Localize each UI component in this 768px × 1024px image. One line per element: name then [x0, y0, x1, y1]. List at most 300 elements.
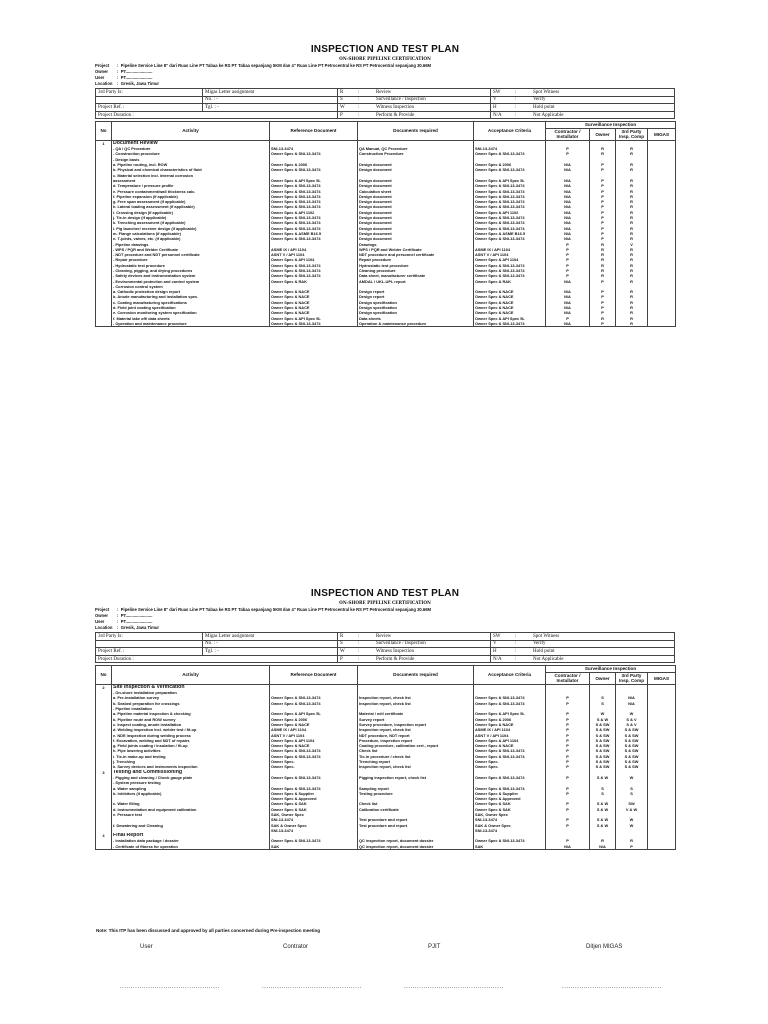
cell-doc: Test procedure and report — [358, 823, 474, 828]
cell-o: S — [590, 701, 616, 706]
cell-doc: Design document — [358, 199, 474, 204]
cell-ref: Owner Spec & SNI-13-3474 — [270, 167, 358, 172]
cell-c: N/A — [546, 220, 590, 225]
cell-act: h. Lateral loading assessment (if applicable) — [112, 204, 270, 209]
cell-t: V & W — [616, 807, 648, 812]
cell-ref: Owner Spec & NACE — [270, 722, 358, 727]
cell-o: S & SW — [590, 722, 616, 727]
sig-line-migas: .............................................. — [562, 984, 662, 990]
cell-ref: ASME IX / API 1104 — [270, 247, 358, 252]
cell-act: f. Material take off/ data sheets — [112, 316, 270, 321]
cell-acc: Owner Spec & SNI-13-3474 — [474, 775, 546, 780]
cell-acc: Owner Spec & NACE — [474, 310, 546, 315]
cell-ref: Owner Spec & SNI-13-3474 — [270, 236, 358, 241]
cell-ref: SAK, Owner Spec — [270, 812, 358, 817]
sig-label-user: User — [140, 944, 153, 950]
cell-t: R — [616, 236, 648, 241]
cell-doc: QC inspection report, document dossier — [358, 844, 474, 850]
cell-act: - On-shore installation preparation — [112, 690, 270, 695]
cell-act: l. Pig launcher/ receiver design (if applicable) — [112, 226, 270, 231]
cell-c: P — [546, 738, 590, 743]
cell-act: f. Pipeline expansion (if applicable) — [112, 194, 270, 199]
cell-doc: Cleaning procedure — [358, 268, 474, 273]
cell-doc: Data sheet, manufacturer certificate — [358, 273, 474, 278]
cell-acc: Owner Spec & API Spec 5L — [474, 711, 546, 716]
cell-doc: Testing procedure — [358, 791, 474, 796]
cell-t: S & SW — [616, 764, 648, 769]
cell-act: h. Pipe lowering activities — [112, 748, 270, 753]
cell-c: P — [546, 701, 590, 706]
table-row — [96, 326, 676, 327]
cell-c: N/A — [546, 183, 590, 188]
cell-ref: Owner Spec & Supplier — [270, 791, 358, 796]
cell-act: i. Crossing design (if applicable) — [112, 210, 270, 215]
cell-doc: Design document — [358, 162, 474, 167]
cell-t: R — [616, 146, 648, 151]
cell-act: g. Free span assessment (if applicable) — [112, 199, 270, 204]
cell-t: R — [616, 215, 648, 220]
cell-ref: Owner Spec & SNI-13-3474 — [270, 838, 358, 843]
cell-ref: Owner Spec & SNI-13-3474 — [270, 215, 358, 220]
cell-acc: Owner Spec & NACE — [474, 305, 546, 310]
cell-doc: Test procedure and report — [358, 817, 474, 822]
cell-acc: Owner Spec & ASME B16.5 — [474, 231, 546, 236]
cell-t: R — [616, 838, 648, 843]
cell-doc: Check list — [358, 801, 474, 806]
cell-doc: Sampling report — [358, 786, 474, 791]
cell-doc: Design document — [358, 210, 474, 215]
cell-ref: ASME IX / API 1104 — [270, 727, 358, 732]
cell-act: - QA / QC Procedure — [112, 146, 270, 151]
cell-doc: Repair procedure — [358, 257, 474, 262]
cell-acc: Owner Spec & NACE — [474, 294, 546, 299]
cell-o: S — [590, 791, 616, 796]
cell-c: P — [546, 257, 590, 262]
cell-t: R — [616, 273, 648, 278]
cell-ref: Owner Spec & SNI-13-3474 — [270, 194, 358, 199]
cell-no: 1 — [96, 140, 112, 146]
cell-t: S & SW — [616, 759, 648, 764]
cell-act: - Environmental protection and control system — [112, 279, 270, 284]
cell-t: W — [616, 817, 648, 822]
cell-ref: Owner Spec. — [270, 759, 358, 764]
cell-ref: ASNT V / API 1104 — [270, 733, 358, 738]
cell-doc: Drawings — [358, 242, 474, 247]
cell-doc: Design report — [358, 289, 474, 294]
cell-act: i. Tie-in make-up and testing — [112, 754, 270, 759]
cell-ref: Owner Spec & NACE — [270, 305, 358, 310]
cell-o: S & SW — [590, 748, 616, 753]
cell-o: P — [590, 300, 616, 305]
cell-t: R — [616, 231, 648, 236]
cell-c: P — [546, 727, 590, 732]
cell-doc: Survey procedure, inspection report — [358, 722, 474, 727]
cell-o: P — [590, 167, 616, 172]
cell-act: d. Field joint coating specification — [112, 305, 270, 310]
cell-c: N/A — [546, 215, 590, 220]
cell-ref: Owner Spec & SNI-13-3474 — [270, 701, 358, 706]
cell-c: P — [546, 711, 590, 716]
cell-ref: Owner Spec & NACE — [270, 294, 358, 299]
cell-o: P — [590, 310, 616, 315]
cell-doc: Design specification — [358, 305, 474, 310]
cell-t: R — [616, 305, 648, 310]
cell-o: S & W — [590, 807, 616, 812]
cell-doc: Operation & maintenance procedure — [358, 321, 474, 326]
cell-ref: Owner Spec & Approved — [270, 796, 358, 801]
cell-ref: Owner Spec & SNI-13-3474 — [270, 183, 358, 188]
cell-act: k. Survey devices and instruments inspection — [112, 764, 270, 769]
cell-no — [96, 326, 112, 327]
cell-o: P — [590, 321, 616, 326]
cell-o: S — [590, 786, 616, 791]
cell-o: P — [590, 236, 616, 241]
cell-t: S & V — [616, 722, 648, 727]
cell-m — [648, 844, 676, 850]
cell-act: c. Coating manufacturing specifications — [112, 300, 270, 305]
cell-c: N/A — [546, 194, 590, 199]
sig-label-contractor: Contrator — [283, 944, 309, 950]
cell-acc: Owner Spec & API 1104 — [474, 738, 546, 743]
cell-acc: SAK — [474, 844, 546, 850]
cell-acc: Owner Spec. — [474, 764, 546, 769]
cell-act: d. Instrumentation and equipment calibration — [112, 807, 270, 812]
cell-o: P — [590, 279, 616, 284]
cell-o: S & SW — [590, 743, 616, 748]
cell-act: c. Inspect coating, anode installation — [112, 722, 270, 727]
cell-acc — [474, 326, 546, 327]
cell-doc: Design document — [358, 226, 474, 231]
cell-act: j. Tie-in design (if applicable) — [112, 215, 270, 220]
cell-o: R — [590, 263, 616, 268]
cell-ref: Owner Spec & SNI-13-3474 — [270, 204, 358, 209]
cell-ref: Owner Spec & NACE — [270, 289, 358, 294]
cell-o: S & SW — [590, 727, 616, 732]
cell-acc: Owner Spec & SNI-13-3474 — [474, 189, 546, 194]
cell-t: S & SW — [616, 754, 648, 759]
cell-c: N/A — [546, 210, 590, 215]
cell-c: N/A — [546, 844, 590, 850]
cell-doc: Calculation sheet — [358, 189, 474, 194]
cell-t: N/A — [616, 695, 648, 700]
cell-doc: Design document — [358, 215, 474, 220]
cell-acc: Owner Spec & SNI-13-3474 — [474, 754, 546, 759]
itp-rows-1 — [96, 140, 676, 326]
cell-t: R — [616, 162, 648, 167]
cell-c: P — [546, 242, 590, 247]
cell-ref: Owner Spec & NACE — [270, 310, 358, 315]
cell-doc: Procedure, inspection report — [358, 738, 474, 743]
cell-no: 3 — [96, 770, 112, 775]
cell-act: b. Physical and chemical characteristics of fluid — [112, 167, 270, 172]
cell-act: c. Material selection incl. internal corrosion — [112, 173, 270, 178]
cell-ref: Owner Spec & SNI-13-3474 — [270, 273, 358, 278]
table-row — [96, 844, 676, 850]
cell-t: R — [616, 316, 648, 321]
cell-act: a. Pre-installation survey — [112, 695, 270, 700]
cell-c: P — [546, 733, 590, 738]
cell-acc: Owner Spec & 2006 — [474, 162, 546, 167]
cell-act: - Construction procedure — [112, 151, 270, 156]
cell-o: S & W — [590, 717, 616, 722]
cell-act: - WPS / PQR and Welder Certificate — [112, 247, 270, 252]
cell-ref: Owner Spec & API Spec 5L — [270, 316, 358, 321]
cell-acc: Owner Spec & NACE — [474, 300, 546, 305]
cell-doc: Check list — [358, 748, 474, 753]
cell-ref: SNI-13-3474 — [270, 828, 358, 833]
approval-note: Note: This ITP has been discussed and approved by all parties concerned during Pre-inspection meeting — [96, 928, 320, 933]
cell-ref: Owner Spec & SNI-13-3474 — [270, 748, 358, 753]
cell-no — [96, 844, 112, 850]
cell-act: Testing and Commissioning — [112, 770, 270, 775]
cell-doc: Inspection report, check list — [358, 764, 474, 769]
cell-c: N/A — [546, 178, 590, 183]
cell-doc: Survey report — [358, 717, 474, 722]
cell-ref — [270, 326, 358, 327]
page-title-2: INSPECTION AND TEST PLAN — [310, 588, 460, 599]
cell-c: N/A — [546, 305, 590, 310]
cell-o: P — [590, 162, 616, 167]
cell-act: c. Water filling — [112, 801, 270, 806]
cell-act: n. T-joints, valves, etc. (if applicable) — [112, 236, 270, 241]
cell-c: N/A — [546, 189, 590, 194]
cell-acc: ASNT V / API 1104 — [474, 252, 546, 257]
cell-act: - Hydrostatic test procedure — [112, 263, 270, 268]
cell-t: S & SW — [616, 727, 648, 732]
header-info-box-2: 3rd Party Is: Migas Letter assignment R : Review SW : Spot Witness No. : - S : Surveillance / Inspection V : Verify Project Ref. : Tgl. : - W : Witness Inspection H : Hold point Project Duration : P : Perform & Provide N/A : Not Applicable — [95, 632, 675, 663]
cell-doc: Inspection report, check list — [358, 727, 474, 732]
cell-ref: Owner Spec & SNI-13-3474 — [270, 754, 358, 759]
cell-ref: Owner Spec & 2006 — [270, 717, 358, 722]
cell-acc: Owner Spec & SAK — [474, 801, 546, 806]
cell-act: b. Anode manufacturing and installation spec. — [112, 294, 270, 299]
cell-t: R — [616, 279, 648, 284]
cell-ref: SAK — [270, 844, 358, 850]
cell-c: N/A — [546, 279, 590, 284]
cell-t: R — [616, 300, 648, 305]
cell-doc: AMDAL / UKL-UPL report — [358, 279, 474, 284]
cell-t: W — [616, 711, 648, 716]
cell-o: S & W — [590, 817, 616, 822]
sig-label-migas: Ditjen MIGAS — [586, 944, 623, 950]
cell-act: assessment — [112, 178, 270, 183]
cell-doc: Data sheets — [358, 316, 474, 321]
cell-t: R — [616, 151, 648, 156]
cell-t: SW — [616, 801, 648, 806]
cell-t: R — [616, 167, 648, 172]
sig-line-pjit: .............................................. — [404, 984, 504, 990]
cell-o: P — [590, 289, 616, 294]
cell-act: e. NDE inspection during welding process — [112, 733, 270, 738]
cell-t: R — [616, 194, 648, 199]
cell-act — [112, 326, 270, 327]
cell-c: P — [546, 717, 590, 722]
cell-o: P — [590, 194, 616, 199]
cell-o: S & SW — [590, 733, 616, 738]
cell-ref: Owner Spec & API 1102 — [270, 210, 358, 215]
page-subtitle: ON-SHORE PIPELINE CERTIFICATION — [339, 56, 431, 61]
cell-o: P — [590, 189, 616, 194]
cell-ref: Owner Spec & SNI-13-3474 — [270, 263, 358, 268]
cell-act: g. Field joints coating / insulation / fit-up — [112, 743, 270, 748]
cell-acc: SAK, Owner Spec — [474, 812, 546, 817]
cell-act: - System pressure testing — [112, 780, 270, 785]
cell-acc: ASNT V / API 1104 — [474, 733, 546, 738]
sig-line-contractor: .............................................. — [262, 984, 362, 990]
cell-c: N/A — [546, 294, 590, 299]
cell-act: - NDT procedure and NDT personnel certificate — [112, 252, 270, 257]
cell-o: S & SW — [590, 754, 616, 759]
cell-ref: Owner Spec & RAK — [270, 279, 358, 284]
cell-doc: Design specification — [358, 300, 474, 305]
cell-o: P — [590, 215, 616, 220]
cell-acc: Owner Spec & SNI-13-3474 — [474, 786, 546, 791]
cell-ref: Owner Spec & SNI-13-3474 — [270, 226, 358, 231]
cell-ref: Owner Spec & SNI-13-3474 — [270, 786, 358, 791]
cell-c: P — [546, 817, 590, 822]
cell-acc: Owner Spec & SNI-13-3474 — [474, 167, 546, 172]
cell-ref: Owner Spec & SNI-13-3474 — [270, 199, 358, 204]
cell-o: R — [590, 316, 616, 321]
cell-o: R — [590, 257, 616, 262]
cell-doc: Design document — [358, 167, 474, 172]
cell-doc: Design specification — [358, 310, 474, 315]
cell-acc: Owner Spec & SNI-13-3474 — [474, 226, 546, 231]
cell-o: S & W — [590, 823, 616, 828]
cell-acc: Owner Spec & Approved — [474, 796, 546, 801]
cell-doc: Inspection report, check list — [358, 695, 474, 700]
cell-acc: SNI-13-3474 — [474, 828, 546, 833]
cell-doc: Design document — [358, 204, 474, 209]
cell-act: b. Seabed preparation for crossings — [112, 701, 270, 706]
cell-c: P — [546, 764, 590, 769]
cell-doc: Calibration certificate — [358, 807, 474, 812]
cell-m — [648, 326, 676, 327]
cell-c: P — [546, 838, 590, 843]
cell-c: P — [546, 722, 590, 727]
cell-c: N/A — [546, 199, 590, 204]
cell-t: R — [616, 257, 648, 262]
cell-act: Site Inspection & Verification — [112, 684, 270, 690]
project-meta-2: Project : Pipeline Service Line 8" dari Ruas Line PT Tabaa ke RS PT Tabaa sepanjang 5KM dan 4" Ruas Line PT Petrocentral ke RS PT Petrocentral sepanjang 30.66M Owner : PT....................... User : PT....................... Location : Gresik, Jawa Timur — [95, 607, 432, 630]
cell-act: e. Corrosion monitoring system specification — [112, 310, 270, 315]
cell-acc: Owner Spec & SNI-13-3474 — [474, 321, 546, 326]
cell-acc: Owner Spec & SNI-13-3474 — [474, 199, 546, 204]
cell-c: N/A — [546, 289, 590, 294]
cell-doc: NDT procedure, NDT report — [358, 733, 474, 738]
cell-o: P — [590, 204, 616, 209]
cell-acc: Owner Spec & Supplier — [474, 791, 546, 796]
cell-act: - Safety devices and instrumentation system — [112, 273, 270, 278]
cell-t: P — [616, 844, 648, 850]
cell-acc: Owner Spec. — [474, 759, 546, 764]
cell-o: S — [590, 695, 616, 700]
cell-acc: Owner Spec & SNI-13-3474 — [474, 748, 546, 753]
cell-c: N/A — [546, 204, 590, 209]
cell-acc: Owner Spec & SNI-13-3474 — [474, 268, 546, 273]
cell-acc: SAK & Owner Spec — [474, 823, 546, 828]
cell-t: R — [616, 263, 648, 268]
cell-t: R — [616, 268, 648, 273]
cell-act: a. Pipeline material inspection & checking — [112, 711, 270, 716]
cell-t: W — [616, 823, 648, 828]
cell-t: R — [616, 220, 648, 225]
cell-act: k. Trenching assessment (if applicable) — [112, 220, 270, 225]
project-value: Pipeline Service Line 8" dari Ruas Line PT Tabaa ke RS PT Tabaa sepanjang 5KM dan 4" Ruas Line PT Petrocentral ke RS PT Petrocentral sepanjang 30.66M — [120, 63, 432, 68]
cell-c: P — [546, 743, 590, 748]
itp-sheet-2 — [95, 588, 675, 850]
cell-acc: SNI-13-3474 — [474, 146, 546, 151]
cell-t: N/A — [616, 701, 648, 706]
cell-ref: Owner Spec & SNI-13-3474 — [270, 321, 358, 326]
cell-act: - Certificate of fitness for operation — [112, 844, 270, 850]
cell-t: R — [616, 252, 648, 257]
cell-act: - Design basis — [112, 157, 270, 162]
cell-o: P — [590, 178, 616, 183]
cell-c: P — [546, 316, 590, 321]
cell-t: S & SW — [616, 748, 648, 753]
cell-acc: Owner Spec & SNI-13-3474 — [474, 215, 546, 220]
cell-no: 2 — [96, 684, 112, 690]
cell-ref: SNI-13-3474 — [270, 146, 358, 151]
cell-t: R — [616, 183, 648, 188]
cell-t: S & V — [616, 717, 648, 722]
cell-ref: Owner Spec & SNI-13-3474 — [270, 775, 358, 780]
cell-o: P — [590, 294, 616, 299]
cell-doc — [358, 326, 474, 327]
cell-doc: Trenching report — [358, 759, 474, 764]
cell-c: P — [546, 151, 590, 156]
cell-c: N/A — [546, 236, 590, 241]
itp-rows-2 — [96, 684, 676, 849]
sig-line-user: .............................................. — [120, 984, 220, 990]
cell-ref: Owner Spec & SNI-13-3474 — [270, 268, 358, 273]
cell-doc: Construction Procedure — [358, 151, 474, 156]
itp-table-2: No Activity Reference Document Documents required Acceptance Criteria Surveillance Inspection Contractor / Installator Owner 3rd Party Insp. Comp MIGAS 2 Site Inspection & Verification - On-shore installation preparation a. Pre-installation survey Owner Spec & SNI-13-3474 Inspection report, check list Owner Spec & SNI-13-3474 P S N/A b. Seabed preparation for crossings Owner Spec & SNI-13-3474 Inspection report, check list Owner Spec & SNI-13-3474 P S N/A - Pipeline installation a. Pipeline material inspection & checking Owner Spec & API Spec 5L Material / mill certificate Owner Spec & API Spec 5L P W W b. Pipeline route and ROW survey Owner Spec & 2006 Survey report Owner Spec & 2006 P S & W S & V c. Inspect coating, anode installation Owner Spec & NACE Survey procedure, inspection report Owner Spec & NACE P S & SW S & V d. Welding inspection incl. welder test / fit-up ASME IX / API 1104 Inspection report, check list ASME IX / API 1104 P S & SW S & SW e. NDE inspection during welding process ASNT V / API 1104 NDT procedure, NDT report ASNT V / API 1104 P S & SW S & SW f. Excavation, welding and NDT of repairs Owner Spec & API 1104 Procedure, inspection report Owner Spec & API 1104 P S & SW S & SW g. Field joints coating / insulation / fit-up Owner Spec & NACE Coating procedure, calibration cert., report Owner Spec & NACE P S & SW S & SW h. Pipe lowering activities Owner Spec & SNI-13-3474 Check list Owner Spec & SNI-13-3474 P S & SW S & SW i. Tie-in make-up and testing Owner Spec & SNI-13-3474 Tie-in procedure / check list Owner Spec & SNI-13-3474 P S & SW S & SW j. Trenching Owner Spec. Trenching report Owner Spec. P S & SW S & SW k. Survey devices and instruments inspection Owner Spec. Inspection report, check list Owner Spec. P S & SW S & SW 3 Testing and Commissioning - Pigging and cleaning / Check gauge plate Owner Spec & SNI-13-3474 Pigging inspection report, check list Owner Spec & SNI-13-3474 P S & W W - System pressure testing a. Water sampling Owner Spec & SNI-13-3474 Sampling report Owner Spec & SNI-13-3474 P S S b. Inhibitors (if applicable) Owner Spec & Supplier Testing procedure Owner Spec & Supplier P S S Owner Spec & Approved Owner Spec & Approved c. Water filling Owner Spec & SAK Check list Owner Spec & SAK P S & W SW d. Instrumentation and equipment calibration Owner Spec & SAK Calibration certificate Owner Spec & SAK P S & W V & W e. Pressure test SAK, Owner Spec SAK, Owner Spec SNI-13-3474 Test procedure and report SNI-13-3474 P S & W W f. Dewatering and Cleaning SAK & Owner Spec Test procedure and report SAK & Owner Spec P S & W W SNI-13-3474 SNI-13-3474 4 Final Report - Installation data package / dossier Owner Spec & SNI-13-3474 QC inspection report, document dossier Owner Spec & SNI-13-3474 P R R - Certificate of fitness for operation SAK QC inspection report, document dossier SAK N/A N/A P — [95, 665, 676, 850]
cell-c: P — [546, 775, 590, 780]
cell-doc: WPS / PQR and Welder Certificate — [358, 247, 474, 252]
cell-acc: Owner Spec & API 1102 — [474, 210, 546, 215]
cell-act: Final Report — [112, 833, 270, 838]
cell-act: - Repair procedure — [112, 257, 270, 262]
cell-act: f. Dewatering and Cleaning — [112, 823, 270, 828]
cell-t: R — [616, 204, 648, 209]
cell-doc: NDT procedure and personnel certificate — [358, 252, 474, 257]
cell-ref: Owner Spec & API Spec 5L — [270, 178, 358, 183]
cell-o: R — [590, 252, 616, 257]
cell-c: P — [546, 786, 590, 791]
cell-act: - Corrosion control system — [112, 284, 270, 289]
cell-c: N/A — [546, 162, 590, 167]
cell-c: N/A — [546, 231, 590, 236]
cell-act: e. Pressure test — [112, 812, 270, 817]
page-subtitle-2: ON-SHORE PIPELINE CERTIFICATION — [339, 600, 431, 605]
cell-act: d. Welding inspection incl. welder test / fit-up — [112, 727, 270, 732]
cell-act: a. Cathodic protection design report — [112, 289, 270, 294]
cell-c: P — [546, 268, 590, 273]
cell-o: R — [590, 151, 616, 156]
cell-ref: Owner Spec & SNI-13-3474 — [270, 695, 358, 700]
cell-ref: Owner Spec. — [270, 764, 358, 769]
cell-c: P — [546, 748, 590, 753]
cell-t: R — [616, 321, 648, 326]
cell-doc: Design document — [358, 236, 474, 241]
cell-c: P — [546, 823, 590, 828]
cell-act: d. Temperature / pressure profile — [112, 183, 270, 188]
cell-ref: ASNT V / API 1104 — [270, 252, 358, 257]
cell-t: S & SW — [616, 738, 648, 743]
cell-acc: Owner Spec & 2006 — [474, 717, 546, 722]
